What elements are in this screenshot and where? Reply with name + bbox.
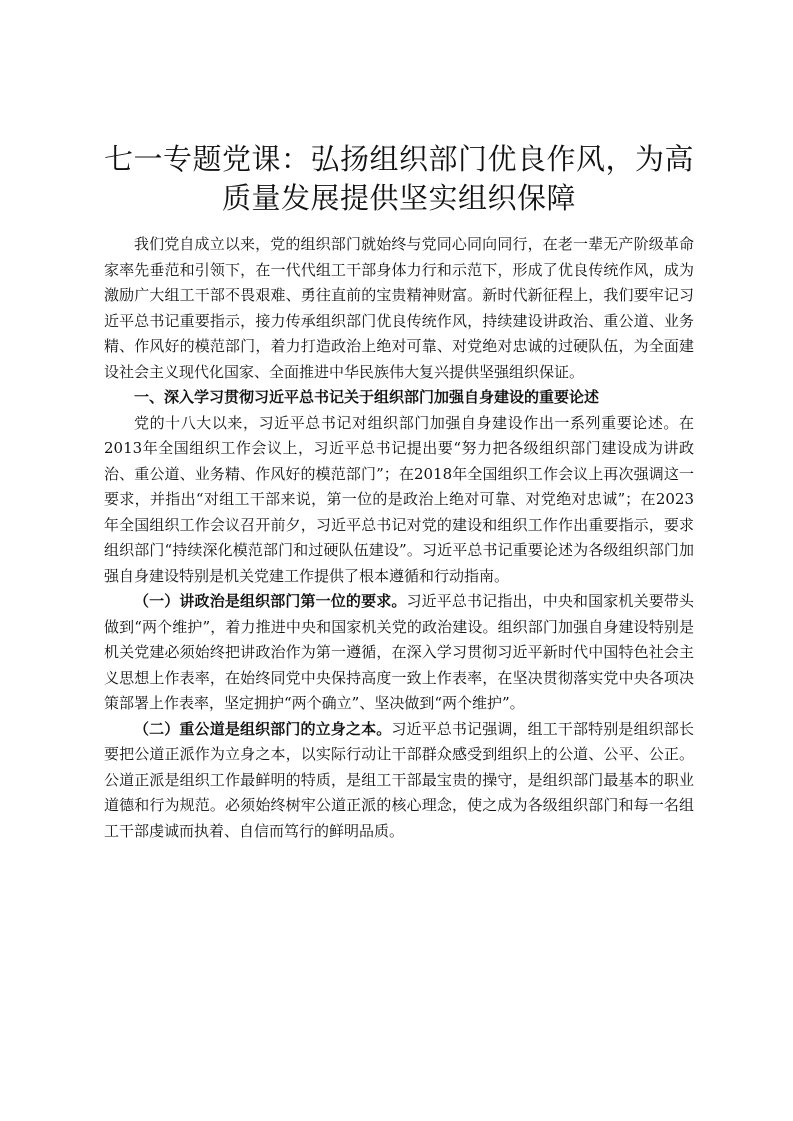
point-1-heading: （一）讲政治是组织部门第一位的要求。 bbox=[134, 592, 407, 610]
point-2-heading: （二）重公道是组织部门的立身之本。 bbox=[134, 719, 392, 738]
point-2-body: 习近平总书记强调，组工干部特别是组织部长要把公道正派作为立身之本，以实际行动让干部群众感受到组织上的公道、公平、公正。公道正派是组织工作最鲜明的特质，是组工干部最宝贵的操守，是组织部门最基本的职业道德和行为规范。必须始终树牢公道正派的核心理念，使之成为各级组织部门和每一名组工干部虔诚而执着、自信而笃行的鲜明品质。 bbox=[104, 719, 694, 840]
point-1-paragraph bbox=[104, 589, 694, 717]
intro-paragraph: 我们党自成立以来，党的组织部门就始终与党同心同向同行，在老一辈无产阶级革命家率先垂范和引领下，在一代代组工干部身体力行和示范下，形成了优良传统作风，成为激励广大组工干部不畏艰难、勇往直前的宝贵精神财富。新时代新征程上，我们要牢记习近平总书记重要指示，接力传承组织部门优良传统作风，持续建设讲政治、重公道、业务精、作风好的模范部门，着力打造政治上绝对可靠、对党绝对忠诚的过硬队伍，为全面建设社会主义现代化国家、全面推进中华民族伟大复兴提供坚强组织保证。 bbox=[104, 235, 694, 381]
point-2-paragraph bbox=[104, 717, 694, 845]
section-1-paragraph: 党的十八大以来，习近平总书记对组织部门加强自身建设作出一系列重要论述。在2013年全国组织工作会议上，习近平总书记提出要“努力把各级组织部门建设成为讲政治、重公道、业务精、作风好的模范部门”；在2018年全国组织工作会议上再次强调这一要求，并指出“对组工干部来说，第一位的是政治上绝对可靠、对党绝对忠诚”；在2023年全国组织工作会议召开前夕，习近平总书记对党的建设和组织工作作出重要指示，要求组织部门“持续深化模范部门和过硬队伍建设”。习近平总书记重要论述为各级组织部门加强自身建设特别是机关党建工作提供了根本遵循和行动指南。 bbox=[104, 413, 694, 585]
document-page bbox=[104, 140, 694, 844]
point-1-body: 习近平总书记指出，中央和国家机关要带头做到“两个维护”，着力推进中央和国家机关党的政治建设。组织部门加强自身建设特别是机关党建必须始终把讲政治作为第一遵循，在深入学习贯彻习近平新时代中国特色社会主义思想上作表率，在始终同党中央保持高度一致上作表率，在坚决贯彻落实党中央各项决策部署上作表率，坚定拥护“两个确立”、坚决做到“两个维护”。 bbox=[104, 592, 694, 712]
section-1-heading: 一、深入学习贯彻习近平总书记关于组织部门加强自身建设的重要论述 bbox=[134, 388, 600, 406]
document-title: 七一专题党课：弘扬组织部门优良作风，为高质量发展提供坚实组织保障 bbox=[104, 142, 695, 215]
